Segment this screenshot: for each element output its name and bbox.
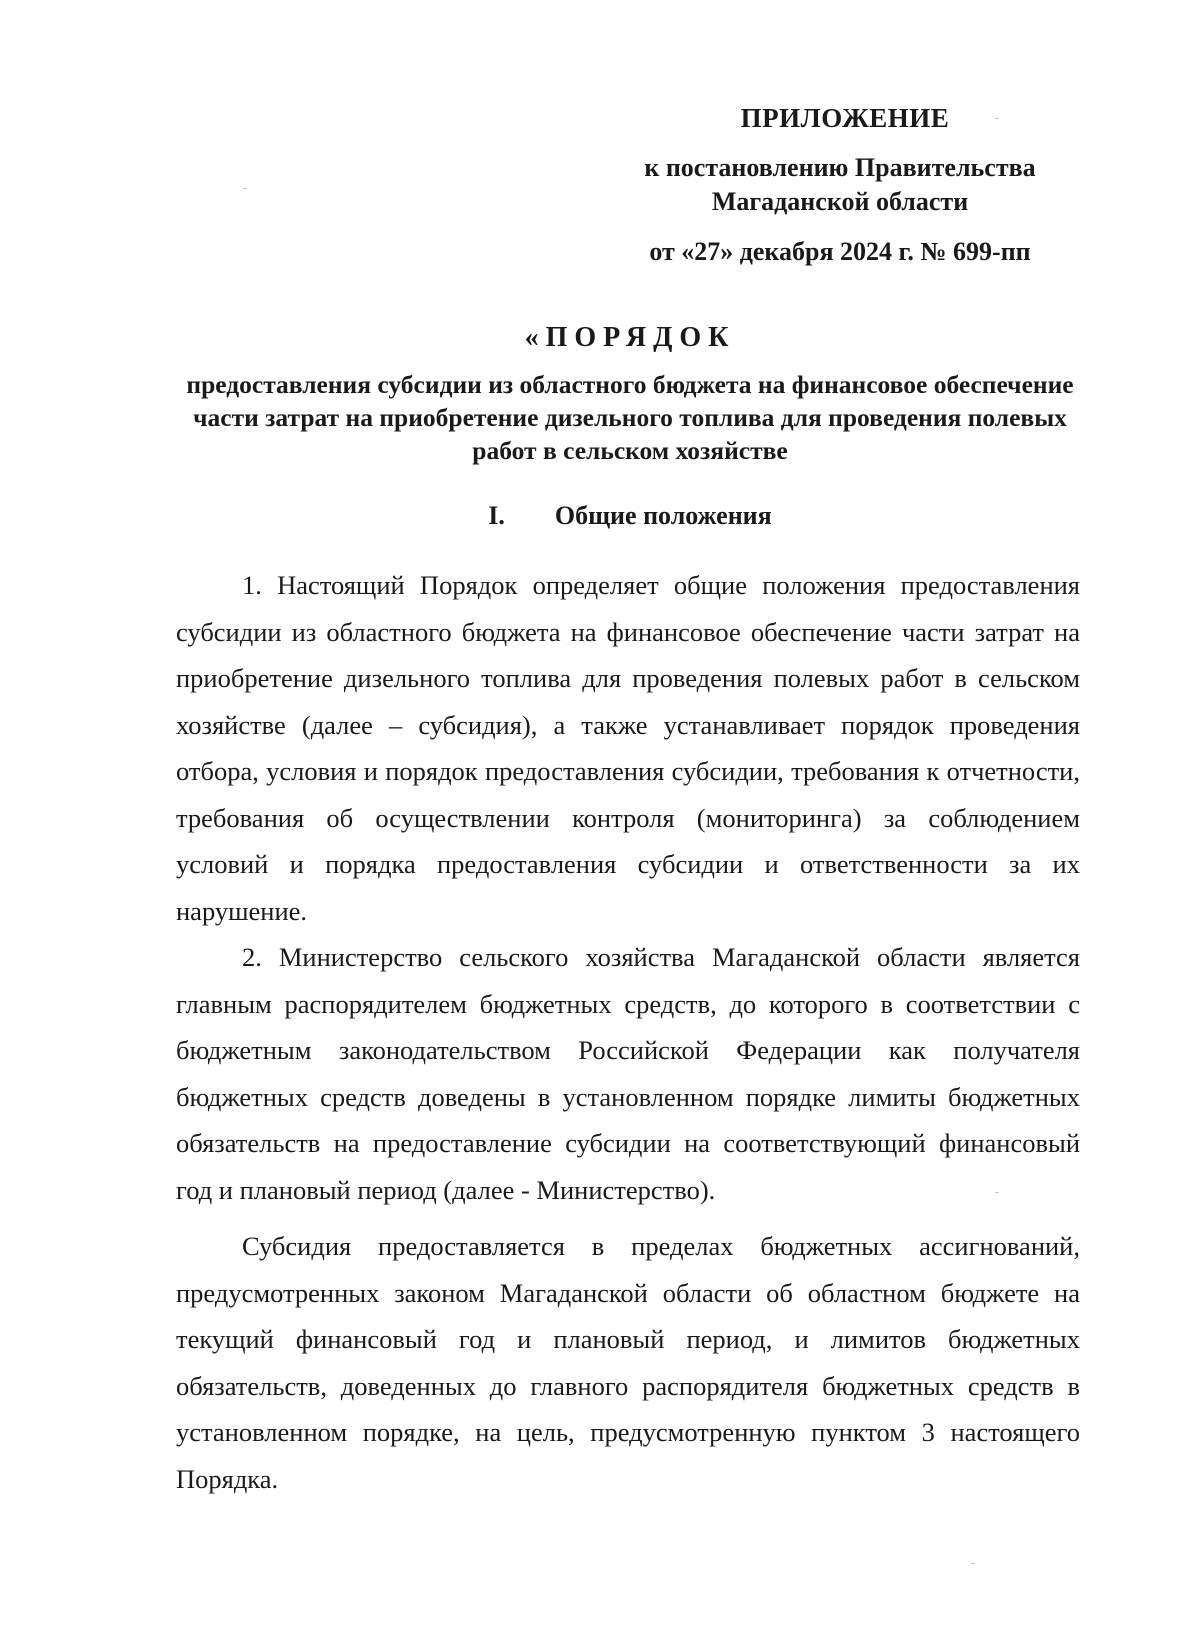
- appendix-line-1: к постановлению Правительства: [644, 153, 1036, 182]
- scan-speck: [971, 1563, 975, 1564]
- document-subtitle: предоставления субсидии из областного бюджета на финансовое обеспечение части затрат на приобретение дизельного топлива для проведения полевых работ в сельском хозяйстве: [186, 370, 1074, 465]
- section-number: I.: [488, 501, 505, 530]
- scan-speck: [243, 188, 247, 189]
- appendix-title: ПРИЛОЖЕНИЕ: [740, 103, 950, 133]
- scan-speck: [995, 1192, 999, 1193]
- appendix-block: [600, 100, 1080, 270]
- paragraph-2: 2. Министерство сельского хозяйства Магаданской области является главным распорядителем бюджетных средств, до которого в соответствии с бюджетным законодательством Российской Федерации как получателя бюджетных средств доведены в установленном порядке лимиты бюджетных обязательств на предоставление субсидии на соответствующий финансовый год и плановый период (далее - Министерство).: [176, 942, 1080, 1205]
- document-title: «ПОРЯДОК: [524, 322, 736, 353]
- paragraph-1: 1. Настоящий Порядок определяет общие положения предоставления субсидии из областного бюджета на финансовое обеспечение части затрат на приобретение дизельного топлива для проведения полевых работ в сельском хозяйстве (далее – субсидия), а также устанавливает порядок проведения отбора, условия и порядок предоставления субсидии, требования к отчетности, требования об осуществлении контроля (мониторинга) за соблюдением условий и порядка предоставления субсидии и ответственности за их нарушение.: [176, 570, 1080, 926]
- body-text: [176, 562, 1080, 1502]
- paragraph-3: Субсидия предоставляется в пределах бюджетных ассигнований, предусмотренных законом Магаданской области об областном бюджете на текущий финансовый год и плановый период, и лимитов бюджетных обязательств, доведенных до главного распорядителя бюджетных средств в установленном порядке, на цель, предусмотренную пунктом 3 настоящего Порядка.: [176, 1231, 1080, 1494]
- section-title: Общие положения: [554, 501, 772, 530]
- scan-speck: [995, 118, 999, 119]
- appendix-line-2: Магаданской области: [711, 187, 969, 216]
- section-heading: [170, 498, 1090, 534]
- appendix-date-line: от «27» декабря 2024 г. № 699-пп: [649, 237, 1031, 266]
